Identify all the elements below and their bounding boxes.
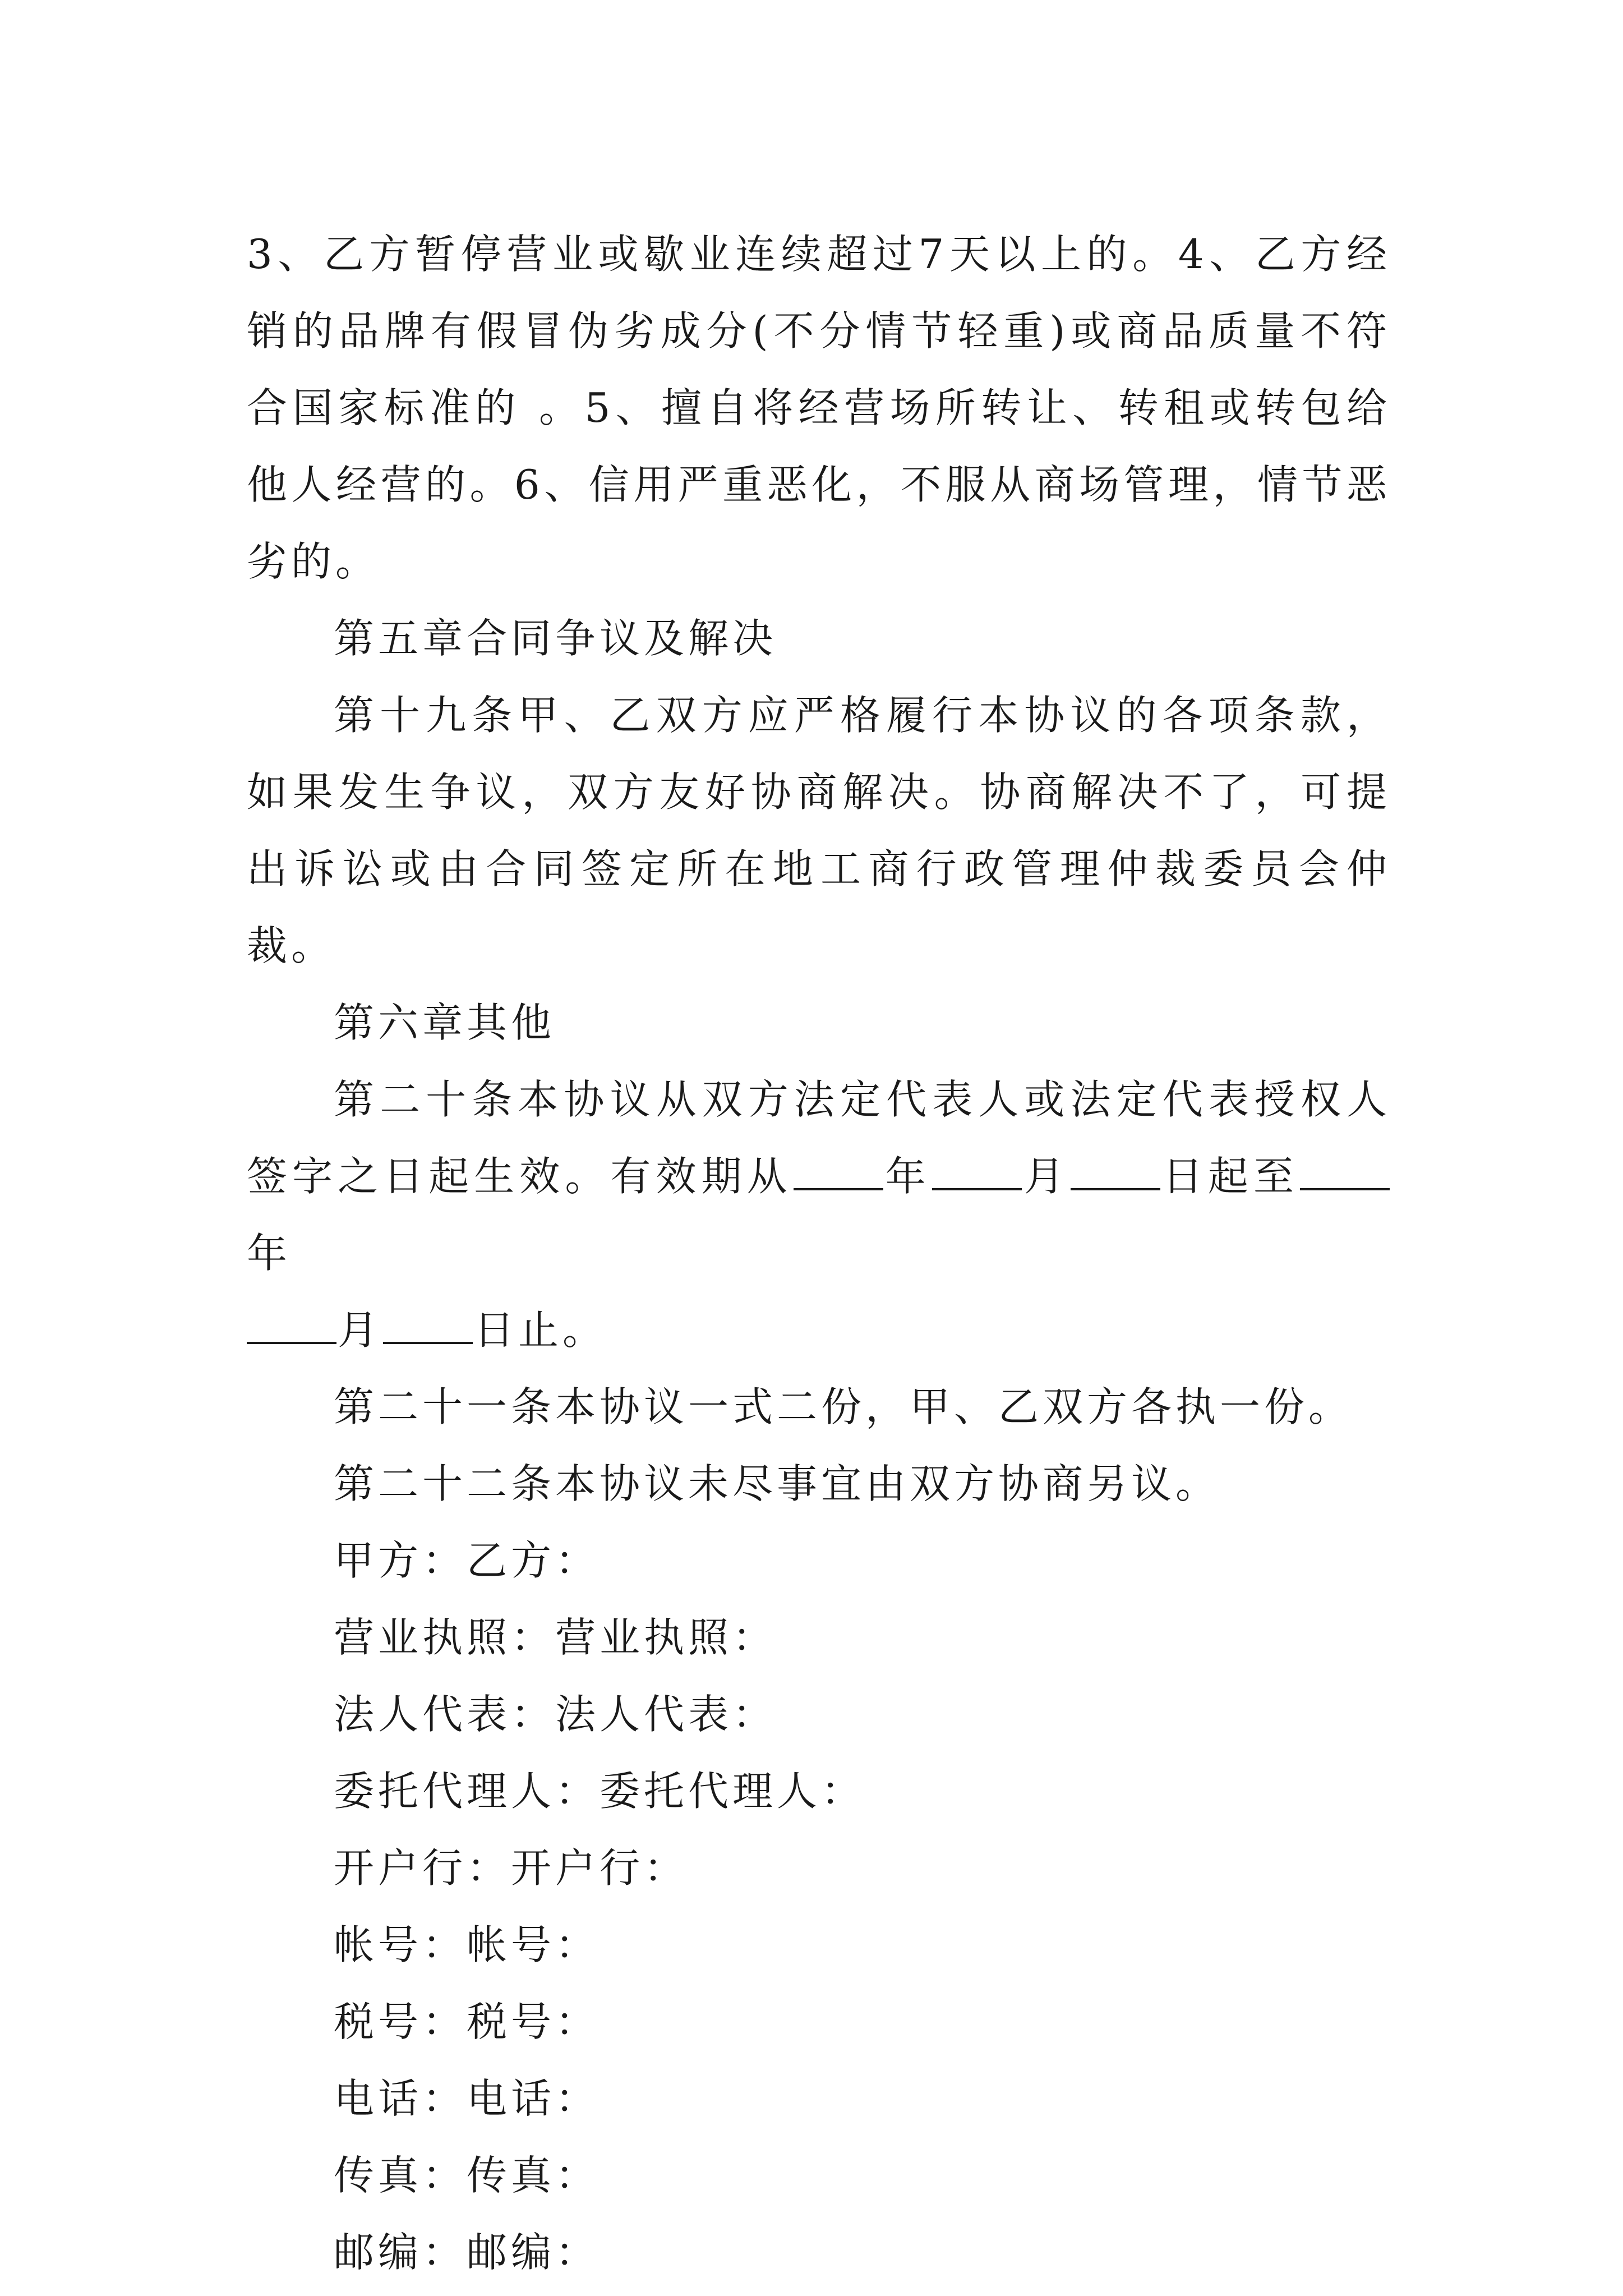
- article-20-month: 月: [1022, 1153, 1069, 1200]
- article-20: [247, 1061, 1391, 1369]
- signature-bank: 开户行：开户行：: [334, 1844, 689, 1892]
- article-20-month-2: 月: [338, 1306, 382, 1354]
- document-page: [247, 216, 1391, 2291]
- intro-paragraph: 3、乙方暂停营业或歇业连续超过7天以上的。4、乙方经销的品牌有假冒伪劣成分(不分情节轻重)或商品质量不符合国家标准的 。5、擅自将经营场所转让、转租或转包给他人经营的。6、信用严重恶化，不服从商场管理，情节恶劣的。: [247, 231, 1391, 585]
- signature-postcode: 邮编：邮编：: [334, 2229, 600, 2276]
- signature-tax-number: 税号：税号：: [334, 1998, 600, 2045]
- signature-business-license: 营业执照：营业执照：: [334, 1614, 777, 1661]
- article-22: 第二十二条本协议未尽事宜由双方协商另议。: [334, 1460, 1220, 1507]
- blank-month-start: [932, 1154, 1022, 1190]
- article-20-year: 年: [884, 1153, 931, 1200]
- signature-party: 甲方：乙方：: [334, 1537, 600, 1584]
- blank-year-start: [794, 1154, 883, 1190]
- signature-fax: 传真：传真：: [334, 2152, 600, 2199]
- blank-day-start: [1071, 1154, 1160, 1190]
- article-19: 第十九条甲、乙双方应严格履行本协议的各项条款，如果发生争议，双方友好协商解决。协商解决不了，可提出诉讼或由合同签定所在地工商行政管理仲裁委员会仲裁。: [247, 692, 1391, 969]
- chapter-6-title: 第六章其他: [334, 999, 556, 1046]
- signature-phone: 电话：电话：: [334, 2075, 600, 2122]
- blank-month-end: [247, 1308, 336, 1344]
- article-20-day-from: 日起至: [1161, 1153, 1299, 1200]
- article-20-year-2: 年: [247, 1230, 292, 1277]
- signature-legal-representative: 法人代表：法人代表：: [334, 1691, 777, 1738]
- blank-day-end: [383, 1308, 473, 1344]
- article-20-text: 第二十条本协议从双方法定代表人或法定代表授权人签字之日起生效。有效期从: [247, 1076, 1391, 1200]
- chapter-5-title: 第五章合同争议及解决: [334, 615, 777, 662]
- signature-authorized-agent: 委托代理人：委托代理人：: [334, 1768, 866, 1815]
- signature-account-number: 帐号：帐号：: [334, 1921, 600, 1968]
- article-21: 第二十一条本协议一式二份，甲、乙双方各执一份。: [334, 1383, 1353, 1430]
- article-20-day-end: 日止。: [474, 1306, 607, 1354]
- blank-year-end: [1300, 1154, 1390, 1190]
